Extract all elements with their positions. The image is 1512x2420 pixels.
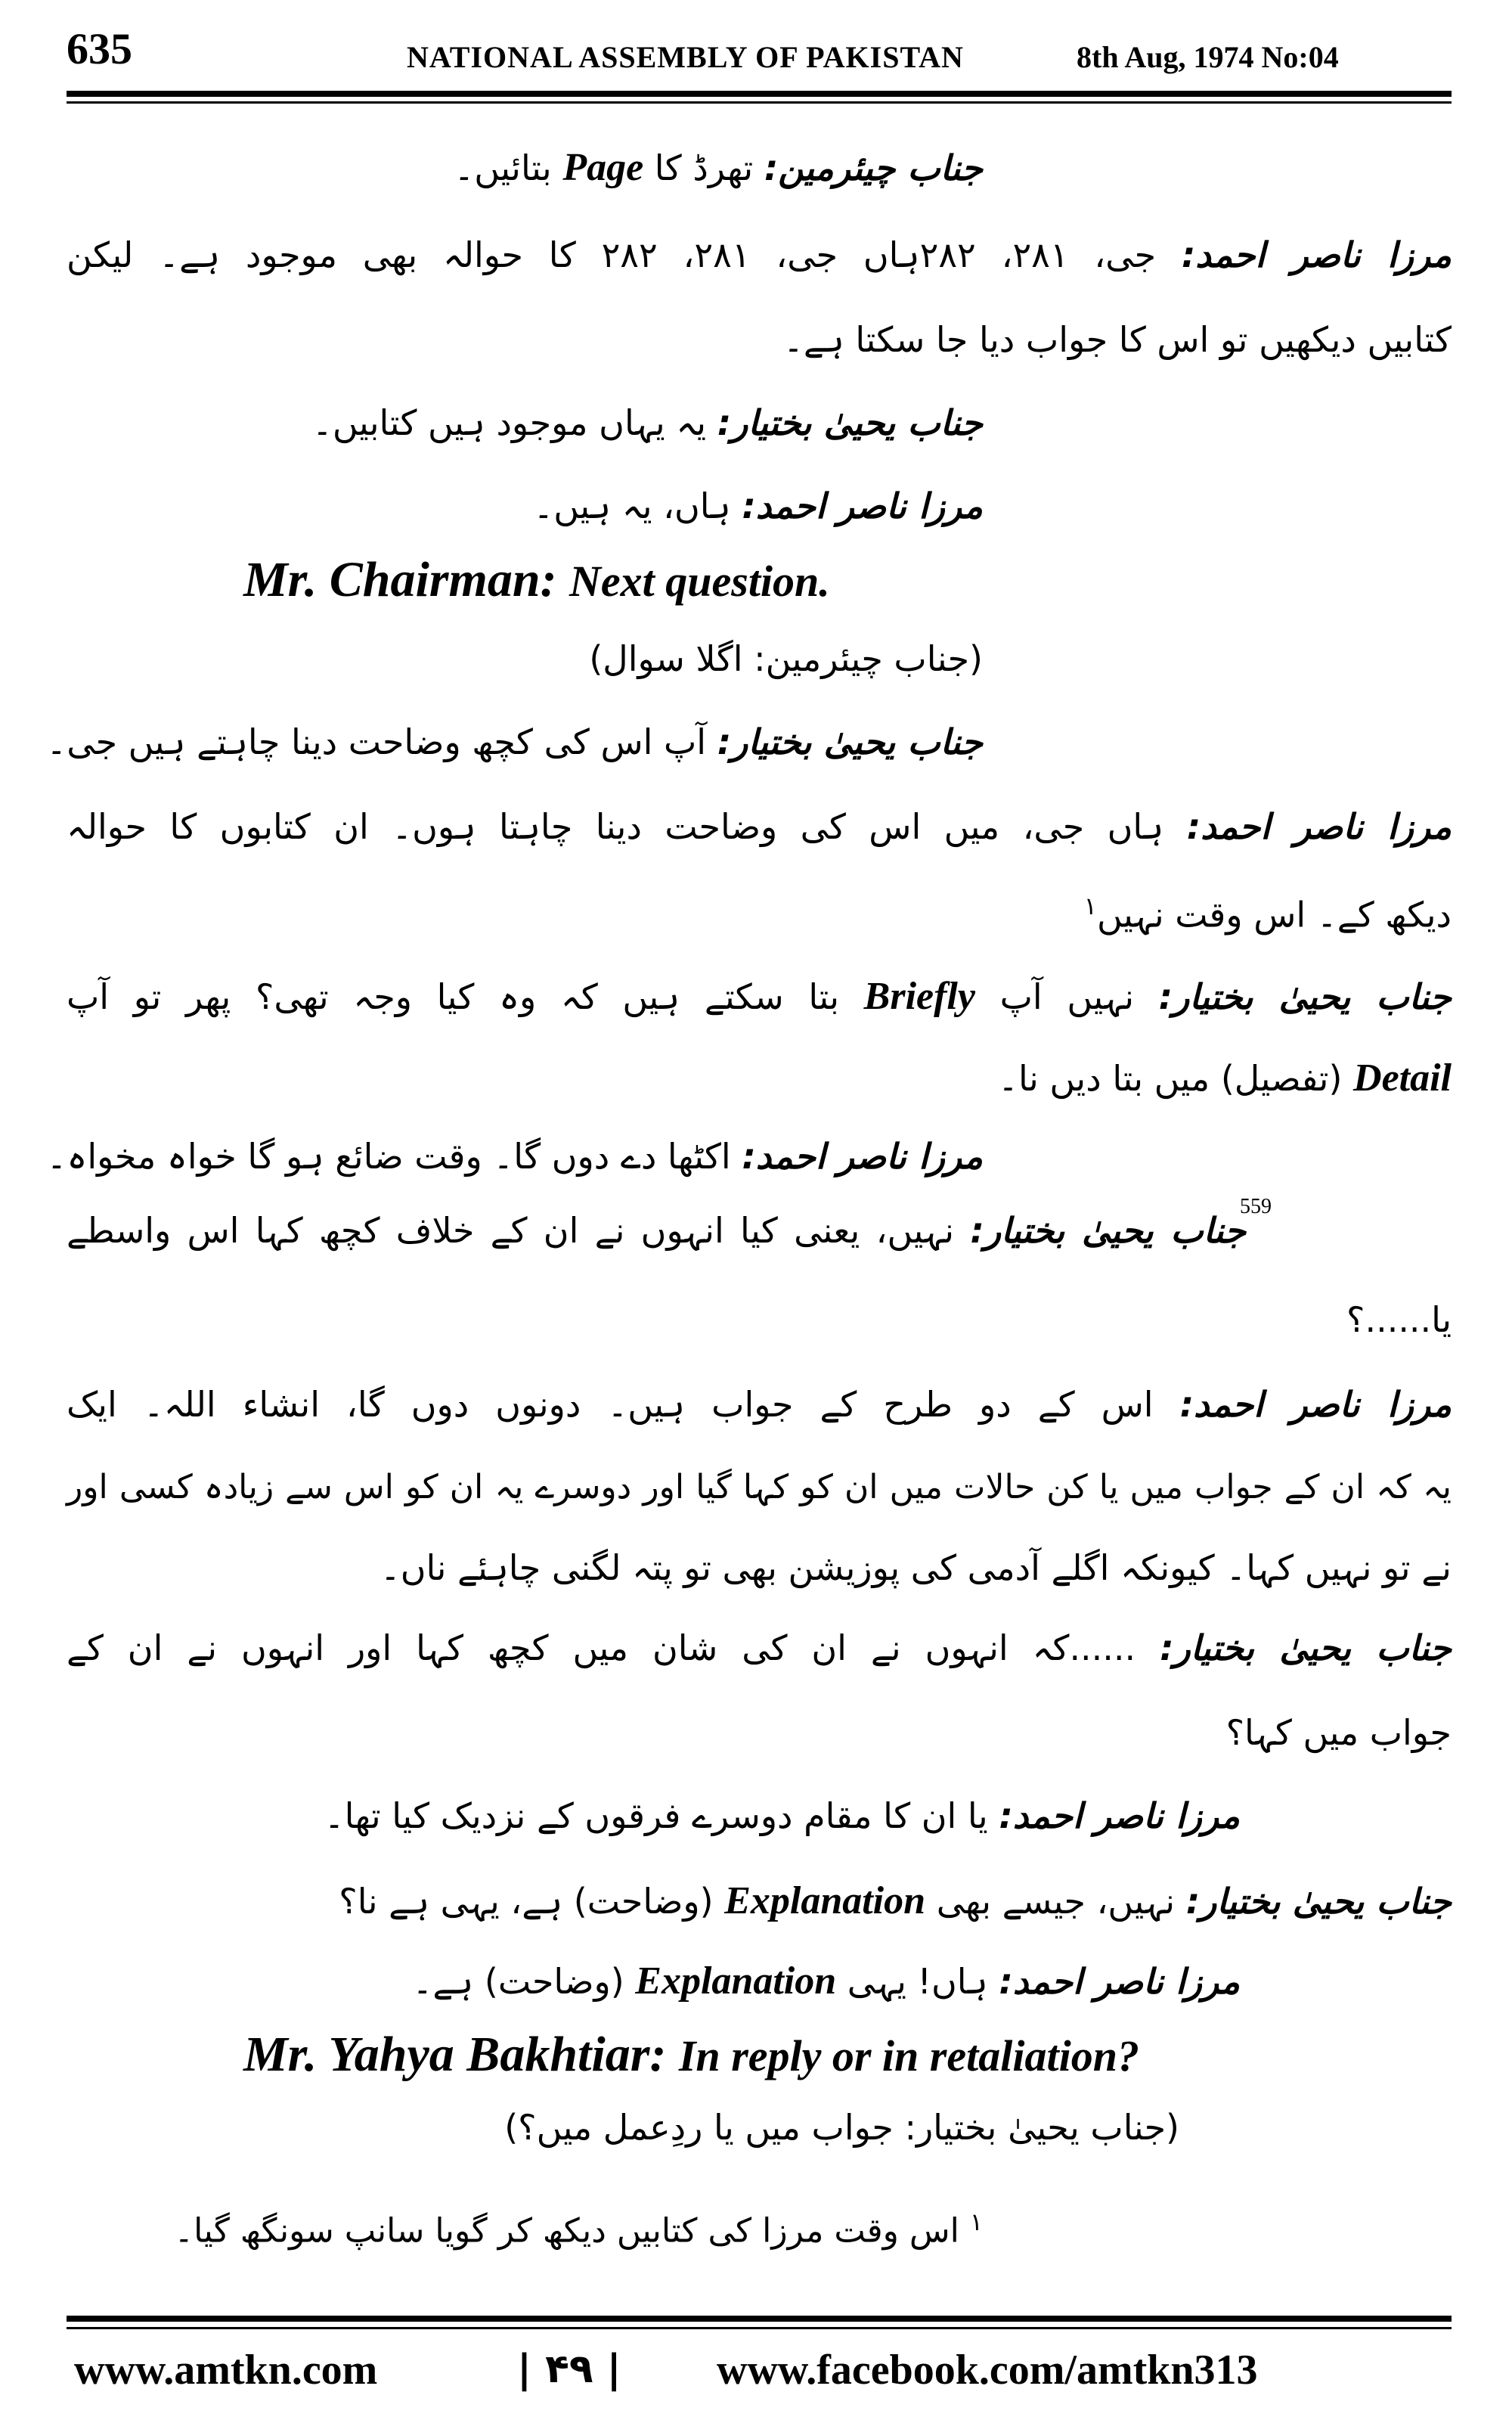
footnote-marker: ۱ <box>969 2207 983 2236</box>
line-12 <box>46 1134 983 1180</box>
footer-rule-thin <box>67 2327 1452 2329</box>
footer-rule-thick <box>67 2316 1452 2322</box>
line-text: (وضاحت) ہے، یہی ہے نا؟ <box>339 1881 714 1922</box>
line-19 <box>1226 1711 1452 1756</box>
line-18 <box>67 1626 1452 1671</box>
speaker-mirza-nasir-ahmad: مرزا ناصر احمد: <box>1186 806 1452 847</box>
line-text: اکٹھا دے دوں گا۔ وقت ضائع ہو گا خواہ مخواہ۔ <box>46 1136 731 1177</box>
line-15 <box>67 1382 1452 1428</box>
english-line-chairman <box>243 552 830 607</box>
footnote-text: اس وقت مرزا کی کتابیں دیکھ کر گویا سانپ سونگھ گیا۔ <box>174 2211 959 2251</box>
source-page-reference: 559 <box>1240 1195 1272 1218</box>
line-text: (وضاحت) ہے۔ <box>412 1961 624 2002</box>
speaker-mirza-nasir-ahmad: مرزا ناصر احمد: <box>1179 1384 1452 1425</box>
line-23 <box>504 2105 1179 2151</box>
line-1 <box>454 142 983 194</box>
line-text: ہاں جی، میں اس کی وضاحت دینا چاہتا ہوں۔ ان کتابوں کا حوالہ <box>67 806 1164 847</box>
header-rule-thick <box>67 91 1452 97</box>
english-speaker: Mr. Chairman: <box>243 552 557 607</box>
line-6 <box>589 637 983 682</box>
line-2 <box>67 233 1452 278</box>
line-text: کتابیں دیکھیں تو اس کا جواب دیا جا سکتا ہے۔ <box>782 319 1452 360</box>
footer-website-link[interactable]: www.amtkn.com <box>74 2347 378 2394</box>
speaker-yahya-bakhtiar: جناب یحییٰ بختیار: <box>1160 1627 1452 1668</box>
speaker-yahya-bakhtiar: جناب یحییٰ بختیار: <box>717 721 983 762</box>
line-text: دیکھ کے۔ اس وقت نہیں <box>1096 894 1452 935</box>
line-5 <box>533 484 983 529</box>
line-text: نہیں، جیسے بھی <box>936 1881 1176 1922</box>
line-4 <box>312 401 983 446</box>
line-3 <box>783 318 1452 363</box>
footer-facebook-link[interactable]: www.facebook.com/amtkn313 <box>717 2347 1258 2394</box>
speaker-chairman: جناب چیئرمین: <box>764 147 983 188</box>
line-7 <box>46 720 983 765</box>
footer-page-label: | ۴۹ | <box>517 2347 621 2392</box>
line-11 <box>998 1053 1452 1104</box>
speaker-mirza-nasir-ahmad: مرزا ناصر احمد: <box>999 1961 1240 2002</box>
english-term: Explanation <box>724 1879 926 1922</box>
speaker-mirza-nasir-ahmad: مرزا ناصر احمد: <box>742 486 983 526</box>
english-term: Briefly <box>863 975 975 1018</box>
line-text: بتا سکتے ہیں کہ وہ کیا وجہ تھی؟ پھر تو آپ <box>67 976 840 1017</box>
header-date-number: 8th Aug, 1974 No:04 <box>1077 40 1339 74</box>
line-text: ہاں! یہی <box>847 1961 988 2002</box>
line-text: (جناب چیئرمین: اگلا سوال) <box>589 638 983 679</box>
english-line-yahya-bakhtiar <box>243 2027 1139 2082</box>
english-speaker: Mr. Yahya Bakhtiar: <box>243 2027 667 2082</box>
line-text: تھرڈ کا <box>654 147 754 188</box>
header-title: NATIONAL ASSEMBLY OF PAKISTAN <box>407 40 964 74</box>
speaker-mirza-nasir-ahmad: مرزا ناصر احمد: <box>1181 234 1452 275</box>
page-number: 635 <box>67 24 132 73</box>
speaker-mirza-nasir-ahmad: مرزا ناصر احمد: <box>999 1795 1240 1836</box>
line-text: نہیں، یعنی کیا انہوں نے ان کے خلاف کچھ کہا اس واسطے <box>67 1210 955 1251</box>
english-term: Detail <box>1353 1056 1452 1100</box>
line-text: جی، ۲۸۱، ۲۸۲ہاں جی، ۲۸۱، ۲۸۲ کا حوالہ بھی موجود ہے۔ لیکن <box>67 234 1157 275</box>
line-20 <box>324 1794 1240 1839</box>
line-13 <box>67 1208 1246 1254</box>
line-text: اس کے دو طرح کے جواب ہیں۔ دونوں دوں گا، انشاء اللہ۔ ایک <box>67 1384 1154 1425</box>
line-text: ......کہ انہوں نے ان کی شان میں کچھ کہا اور انہوں نے ان کے <box>67 1627 1136 1668</box>
line-text: ہاں، یہ ہیں۔ <box>533 486 731 526</box>
line-text: (جناب یحییٰ بختیار: جواب میں یا ردِعمل میں؟) <box>504 2107 1179 2148</box>
line-text: (تفصیل) میں بتا دیں نا۔ <box>998 1058 1343 1099</box>
line-text: یہ کہ ان کے جواب میں یا کن حالات میں ان کو کہا گیا اور دوسرے یہ ان کو اس سے زیادہ کسی اور <box>67 1468 1452 1506</box>
speaker-yahya-bakhtiar: جناب یحییٰ بختیار: <box>717 402 983 443</box>
line-text: آپ اس کی کچھ وضاحت دینا چاہتے ہیں جی۔ <box>46 721 707 762</box>
speaker-yahya-bakhtiar: جناب یحییٰ بختیار: <box>1185 1881 1452 1922</box>
line-17 <box>380 1546 1452 1591</box>
footnote <box>174 2207 983 2253</box>
speaker-yahya-bakhtiar: جناب یحییٰ بختیار: <box>970 1210 1247 1251</box>
english-text: In reply or in retaliation? <box>678 2031 1139 2080</box>
line-14 <box>1346 1298 1452 1343</box>
header-rule-thin <box>67 101 1452 104</box>
line-text: یہ یہاں موجود ہیں کتابیں۔ <box>311 402 707 443</box>
line-text: جواب میں کہا؟ <box>1225 1712 1452 1753</box>
line-text: نے تو نہیں کہا۔ کیونکہ اگلے آدمی کی پوزیشن بھی تو پتہ لگنی چاہئے ناں۔ <box>380 1547 1452 1588</box>
english-term: Page <box>562 146 644 189</box>
line-16 <box>67 1466 1452 1509</box>
line-text: بتائیں۔ <box>454 147 552 188</box>
english-term: Explanation <box>635 1959 837 2003</box>
line-21 <box>339 1876 1452 1927</box>
line-10 <box>67 971 1452 1022</box>
english-text: Next question. <box>569 557 830 606</box>
line-text: یا......؟ <box>1346 1299 1452 1340</box>
line-8 <box>67 805 1452 850</box>
line-9 <box>1084 891 1452 938</box>
speaker-mirza-nasir-ahmad: مرزا ناصر احمد: <box>742 1136 983 1177</box>
footnote-marker: ۱ <box>1083 892 1097 920</box>
speaker-yahya-bakhtiar: جناب یحییٰ بختیار: <box>1158 976 1452 1017</box>
line-22 <box>412 1956 1240 2007</box>
line-text: یا ان کا مقام دوسرے فرقوں کے نزدیک کیا تھا۔ <box>324 1795 988 1836</box>
line-text: نہیں آپ <box>999 976 1135 1017</box>
